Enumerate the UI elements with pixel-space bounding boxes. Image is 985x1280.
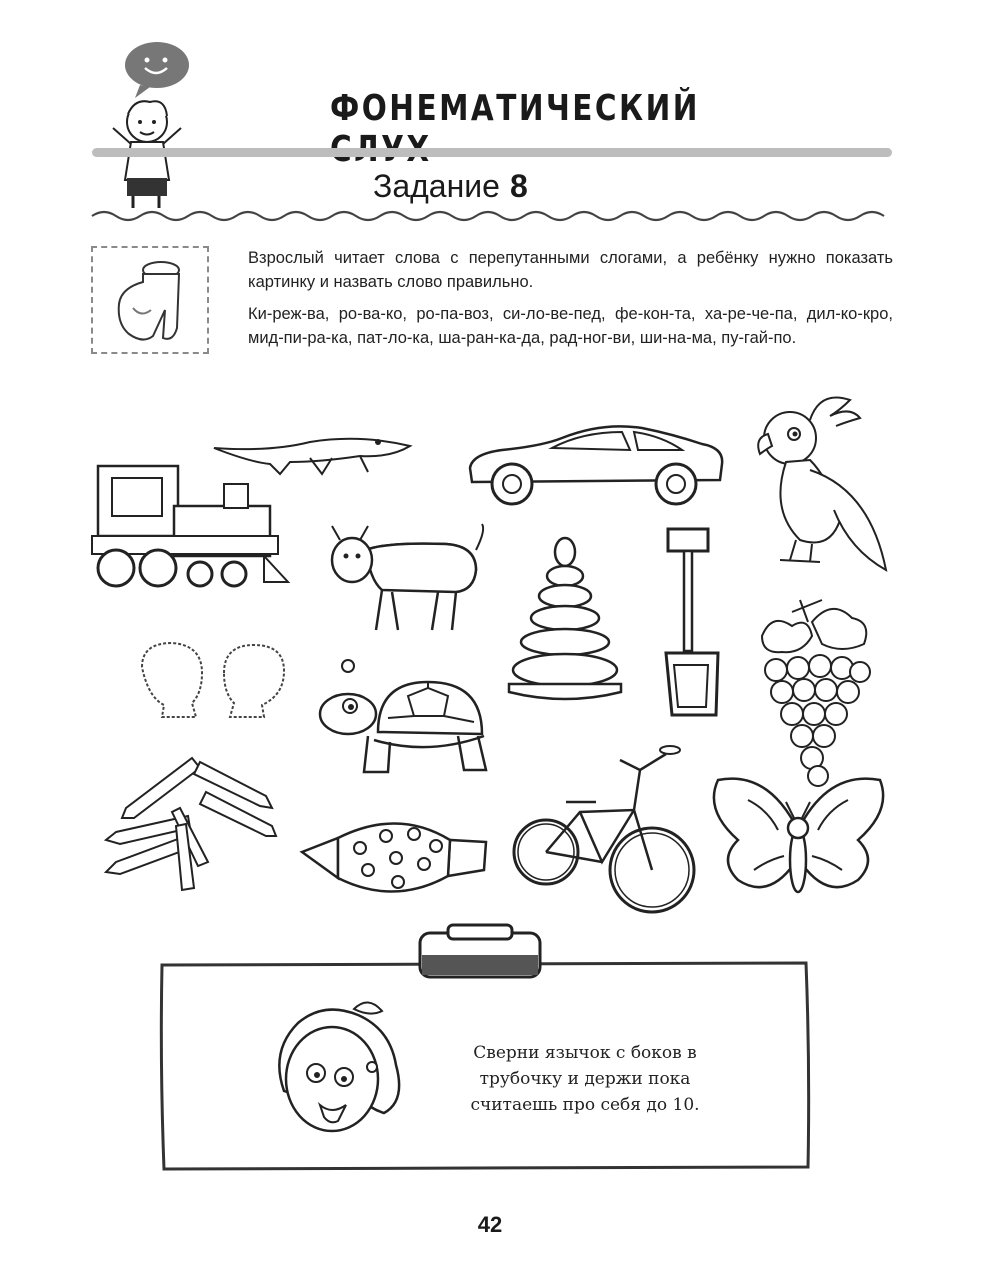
- instructions-words: Ки-реж-ва, ро-ва-ко, ро-па-воз, си-ло-ве-пед, фе-кон-та, ха-ре-че-па, дил-ко-кро, мид-пи-ра-ка, пат-ло-ка, ша-ран-ка-да, рад-ног-ви, ши-на-ма, пу-гай-по.: [248, 305, 893, 347]
- pointing-hand-icon: [93, 248, 207, 352]
- grapes-picture: [752, 592, 877, 787]
- task-heading: [373, 168, 528, 205]
- mittens-picture: [132, 637, 294, 727]
- task-number: 8: [509, 168, 528, 204]
- pyramid-toy-picture: [505, 536, 625, 706]
- parrot-picture: [750, 390, 890, 585]
- boy-mascot-illustration: [95, 40, 205, 215]
- page-title: ФОНЕМАТИЧЕСКИЙ: [330, 88, 700, 129]
- task-label: Задание: [373, 168, 500, 204]
- shovel-picture: [660, 525, 725, 720]
- wavy-divider: [92, 206, 892, 226]
- butterfly-picture: [708, 770, 888, 920]
- pencils-picture: [96, 752, 281, 897]
- note-text: Сверни язычок с боков в трубочку и держи пока считаешь про себя до 10.: [470, 1043, 700, 1115]
- car-picture: [462, 420, 727, 510]
- cow-picture: [326, 520, 491, 635]
- header-rule: [92, 146, 892, 158]
- candy-picture: [298, 812, 490, 900]
- instructions-block: [248, 246, 893, 358]
- bicycle-picture: [510, 740, 698, 922]
- turtle-picture: [318, 652, 498, 787]
- instructions-paragraph-1: Взрослый читает слова с перепутанными слогами, а ребёнку нужно показать картинку и назвать слово правильно.: [248, 249, 893, 291]
- pointing-hand-frame: [91, 246, 209, 354]
- page-number: 42: [477, 1212, 503, 1237]
- train-picture: [88, 462, 293, 592]
